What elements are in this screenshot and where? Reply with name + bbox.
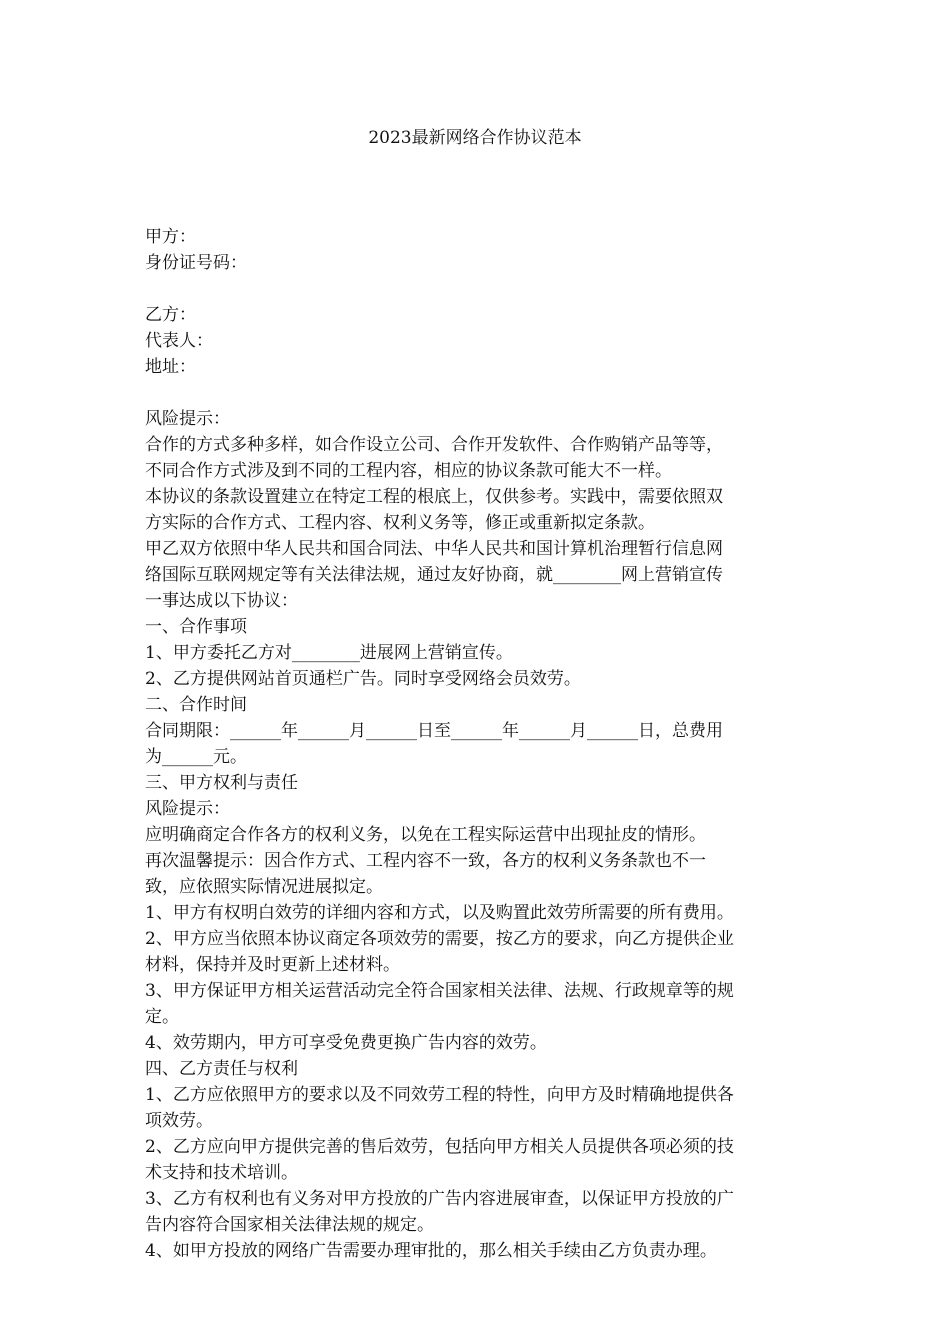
document-title: 2023最新网络合作协议范本 [368,128,582,148]
risk-notice-line: 本协议的条款设置建立在特定工程的根底上，仅供参考。实践中，需要依照双 [145,487,723,507]
party-b-rep-label: 代表人： [145,331,213,351]
section-3-risk-heading: 风险提示： [145,799,230,819]
section-3-item-line: 3、甲方保证甲方相关运营活动完全符合国家相关法律、法规、行政规章等的规 [145,981,734,1001]
section-2-heading: 二、合作时间 [145,695,247,715]
spacer [145,380,817,406]
risk-notice-heading: 风险提示： [145,409,230,429]
section-4-item-line: 术支持和技术培训。 [145,1163,298,1183]
section-4-heading: 四、乙方责任与权利 [145,1059,298,1079]
preamble-line: 一事达成以下协议： [145,591,298,611]
document-body [145,224,817,1264]
section-1-item: 2、乙方提供网站首页通栏广告。同时享受网络会员效劳。 [145,669,581,689]
section-1-heading: 一、合作事项 [145,617,247,637]
risk-notice-line: 不同合作方式涉及到不同的工程内容，相应的协议条款可能大不一样。 [145,461,672,481]
section-4-item-line: 告内容符合国家相关法律法规的规定。 [145,1215,434,1235]
section-1-item: 1、甲方委托乙方对________进展网上营销宣传。 [145,643,513,663]
section-4-item-line: 3、乙方有权利也有义务对甲方投放的广告内容进展审查，以保证甲方投放的广 [145,1189,734,1209]
preamble-line: 甲乙双方依照中华人民共和国合同法、中华人民共和国计算机治理暂行信息网 [145,539,723,559]
party-a-id-label: 身份证号码： [145,253,247,273]
section-4-item-line: 2、乙方应向甲方提供完善的售后效劳，包括向甲方相关人员提供各项必须的技 [145,1137,734,1157]
section-4-item-line: 1、乙方应依照甲方的要求以及不同效劳工程的特性，向甲方及时精确地提供各 [145,1085,734,1105]
section-4-item-line: 项效劳。 [145,1111,213,1131]
section-2-line: 合同期限：______年______月______日至______年______月______日，总费用 [145,721,723,741]
section-3-item-line: 4、效劳期内，甲方可享受免费更换广告内容的效劳。 [145,1033,547,1053]
spacer [145,276,817,302]
section-3-risk-line: 应明确商定合作各方的权利义务，以免在工程实际运营中出现扯皮的情形。 [145,825,706,845]
section-3-item-line: 定。 [145,1007,179,1027]
section-4-item-line: 4、如甲方投放的网络广告需要办理审批的，那么相关手续由乙方负责办理。 [145,1241,717,1261]
party-a-label: 甲方： [145,227,196,247]
section-3-heading: 三、甲方权利与责任 [145,773,298,793]
section-3-risk-line: 再次温馨提示：因合作方式、工程内容不一致，各方的权利义务条款也不一 [145,851,706,871]
party-b-addr-label: 地址： [145,357,196,377]
section-3-item-line: 1、甲方有权明白效劳的详细内容和方式，以及购置此效劳所需要的所有费用。 [145,903,734,923]
risk-notice-line: 合作的方式多种多样，如合作设立公司、合作开发软件、合作购销产品等等， [145,435,723,455]
section-3-risk-line: 致，应依照实际情况进展拟定。 [145,877,383,897]
section-3-item-line: 2、甲方应当依照本协议商定各项效劳的需要，按乙方的要求，向乙方提供企业 [145,929,734,949]
risk-notice-line: 方实际的合作方式、工程内容、权利义务等，修正或重新拟定条款。 [145,513,655,533]
preamble-line: 络国际互联网规定等有关法律法规，通过友好协商，就________网上营销宣传 [145,565,723,585]
section-2-line: 为______元。 [145,747,247,767]
section-3-item-line: 材料，保持并及时更新上述材料。 [145,955,400,975]
party-b-label: 乙方： [145,305,196,325]
